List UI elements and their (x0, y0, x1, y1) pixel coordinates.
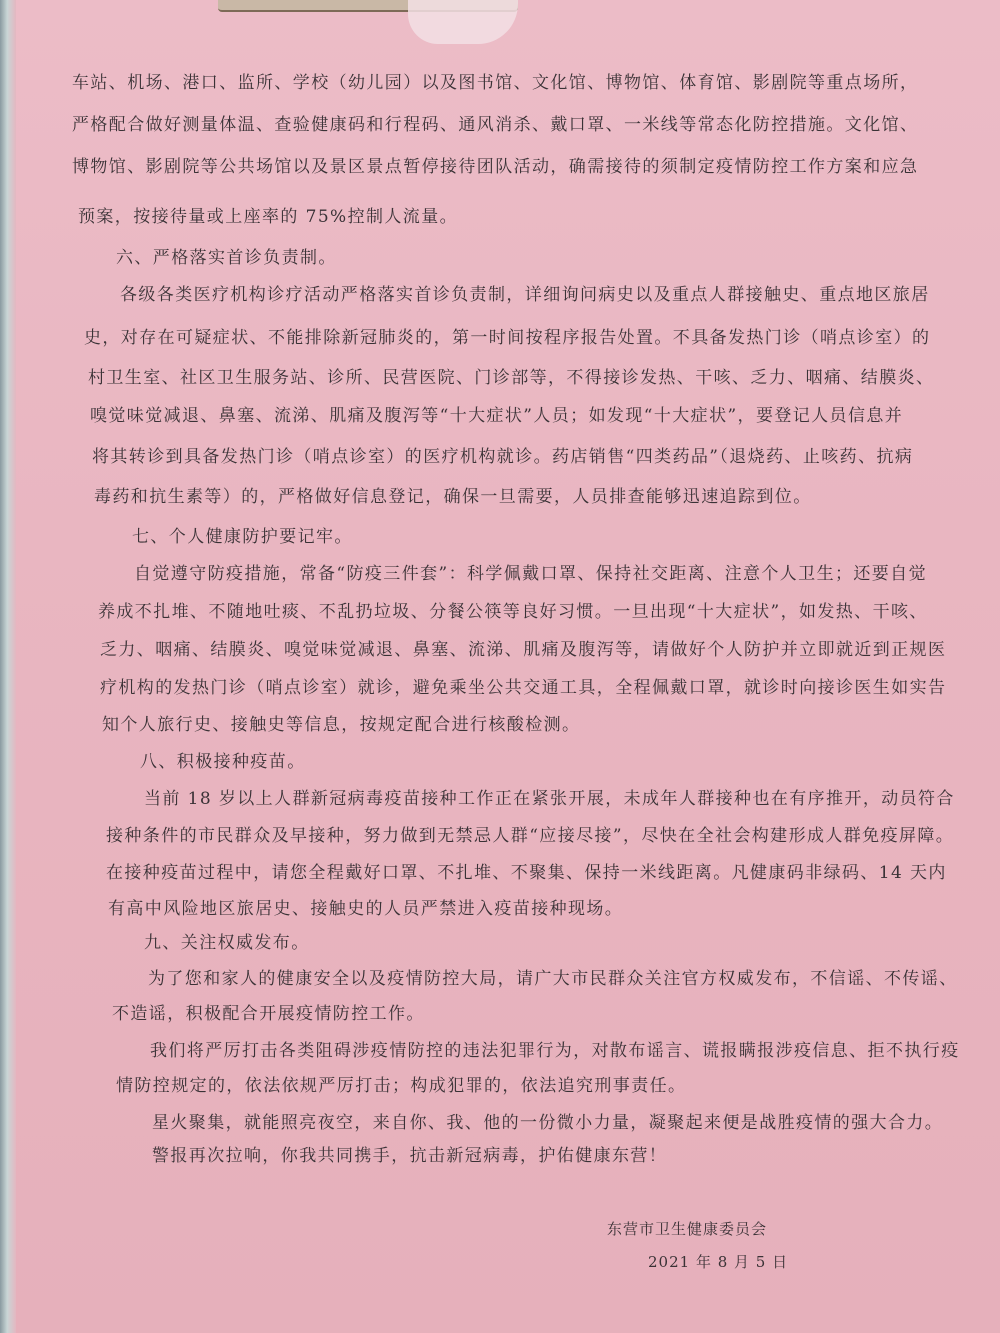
body-line: 车站、机场、港口、监所、学校（幼儿园）以及图书馆、文化馆、博物馆、体育馆、影剧院等重点场所， (72, 73, 919, 93)
body-line: 星火聚集，就能照亮夜空，来自你、我、他的一份微小力量，凝聚起来便是战胜疫情的强大合力。 (152, 1113, 944, 1133)
body-line: 严格配合做好测量体温、查验健康码和行程码、通风消杀、戴口罩、一米线等常态化防控措施。文化馆、 (72, 115, 919, 135)
section-heading: 九、关注权威发布。 (144, 933, 310, 953)
body-line: 为了您和家人的健康安全以及疫情防控大局，请广大市民群众关注官方权威发布，不信谣、不传谣、 (148, 969, 958, 989)
body-line: 乏力、咽痛、结膜炎、嗅觉味觉减退、鼻塞、流涕、肌痛及腹泻等，请做好个人防护并立即就近到正规医 (100, 640, 947, 660)
body-line: 在接种疫苗过程中，请您全程戴好口罩、不扎堆、不聚集、保持一米线距离。凡健康码非绿码、14 天内 (106, 863, 947, 883)
body-line: 嗅觉味觉减退、鼻塞、流涕、肌痛及腹泻等“十大症状”人员；如发现“十大症状”，要登记人员信息并 (90, 406, 904, 426)
body-line: 当前 18 岁以上人群新冠病毒疫苗接种工作正在紧张开展，未成年人群接种也在有序推开，动员符合 (144, 789, 955, 809)
section-heading: 八、积极接种疫苗。 (140, 752, 306, 772)
body-line: 养成不扎堆、不随地吐痰、不乱扔垃圾、分餐公筷等良好习惯。一旦出现“十大症状”，如发热、干咳、 (98, 602, 928, 622)
section-heading: 六、严格落实首诊负责制。 (116, 248, 337, 268)
body-line: 毒药和抗生素等）的，严格做好信息登记，确保一旦需要，人员排查能够迅速追踪到位。 (94, 487, 812, 507)
body-line: 接种条件的市民群众及早接种，努力做到无禁忌人群“应接尽接”，尽快在全社会构建形成人群免疫屏障。 (106, 826, 955, 846)
body-line: 各级各类医疗机构诊疗活动严格落实首诊负责制，详细询问病史以及重点人群接触史、重点地区旅居 (120, 285, 930, 305)
body-line: 村卫生室、社区卫生服务站、诊所、民营医院、门诊部等，不得接诊发热、干咳、乏力、咽痛、结膜炎、 (88, 368, 935, 388)
body-line: 博物馆、影剧院等公共场馆以及景区景点暂停接待团队活动，确需接待的须制定疫情防控工作方案和应急 (72, 157, 919, 177)
issue-date: 2021 年 8 月 5 日 (648, 1253, 789, 1271)
body-line: 自觉遵守防疫措施，常备“防疫三件套”：科学佩戴口罩、保持社交距离、注意个人卫生；还要自觉 (134, 564, 927, 584)
body-line: 将其转诊到具备发热门诊（哨点诊室）的医疗机构就诊。药店销售“四类药品”（退烧药、止咳药、抗病 (92, 447, 914, 467)
body-line: 警报再次拉响，你我共同携手，抗击新冠病毒，护佑健康东营！ (152, 1146, 668, 1166)
body-line: 史，对存在可疑症状、不能排除新冠肺炎的，第一时间按程序报告处置。不具备发热门诊（哨点诊室）的 (84, 328, 931, 348)
section-heading: 七、个人健康防护要记牢。 (132, 527, 353, 547)
body-line: 我们将严厉打击各类阻碍涉疫情防控的违法犯罪行为，对散布谣言、谎报瞒报涉疫信息、拒不执行疫 (150, 1041, 960, 1061)
body-line: 疗机构的发热门诊（哨点诊室）就诊，避免乘坐公共交通工具，全程佩戴口罩，就诊时向接诊医生如实告 (100, 678, 947, 698)
paper-left-edge (0, 0, 16, 1333)
issuer-name: 东营市卫生健康委员会 (607, 1220, 768, 1238)
body-line: 不造谣，积极配合开展疫情防控工作。 (112, 1004, 425, 1024)
body-line: 情防控规定的，依法依规严厉打击；构成犯罪的，依法追究刑事责任。 (116, 1076, 687, 1096)
body-line: 预案，按接待量或上座率的 75%控制人流量。 (78, 207, 458, 227)
body-line: 知个人旅行史、接触史等信息，按规定配合进行核酸检测。 (102, 715, 581, 735)
body-line: 有高中风险地区旅居史、接触史的人员严禁进入疫苗接种现场。 (108, 899, 624, 919)
